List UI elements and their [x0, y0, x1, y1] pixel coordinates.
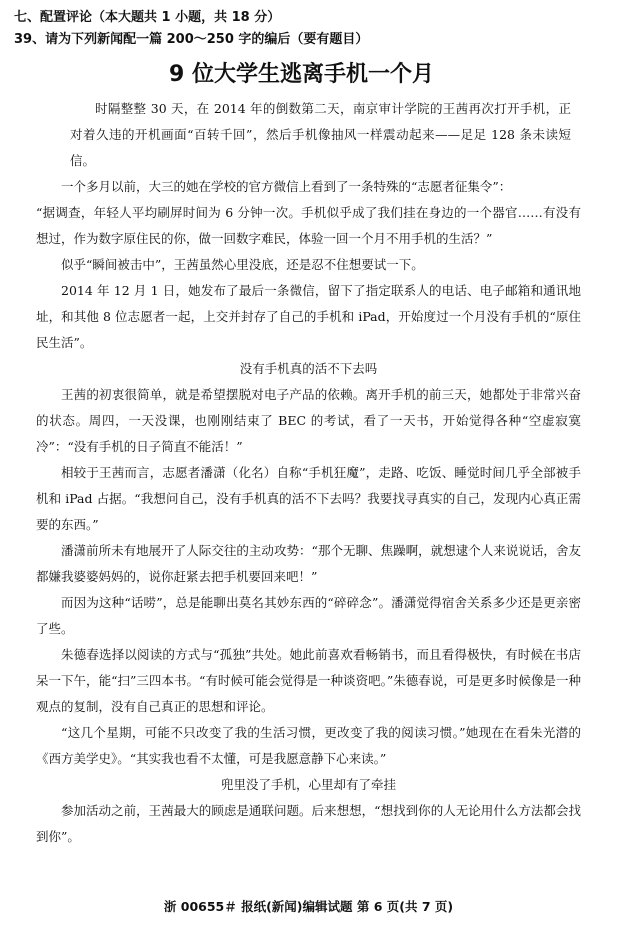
article-title: 9 位大学生逃离手机一个月: [169, 62, 434, 87]
section-heading: 七、配置评论（本大题共 1 小题，共 18 分）: [14, 10, 281, 25]
article-paragraph: 相较于王茜而言，志愿者潘潇（化名）自称“手机狂魔”，走路、吃饭、睡觉时间几乎全部被手机和 iPad 占据。“我想问自己，没有手机真的活不下去吗？我要找寻真实的自己，发现内心真正需要的东西。”: [36, 465, 581, 532]
article-paragraph: 时隔整整 30 天，在 2014 年的倒数第二天，南京审计学院的王茜再次打开手机，正对着久违的开机画面“百转千回”，然后手机像抽风一样震动起来——足足 128 条未读短信。: [70, 101, 571, 168]
article-paragraph: 潘潇前所未有地展开了人际交往的主动攻势：“那个无聊、焦躁啊，就想逮个人来说说话，舍友都嫌我婆婆妈妈的，说你赶紧去把手机要回来吧！”: [36, 543, 581, 584]
article-paragraph: 朱德春选择以阅读的方式与“孤独”共处。她此前喜欢看畅销书，而且看得极快，有时候在书店呆一下午，能“扫”三四本书。“有时候可能会觉得是一种谈资吧。”朱德春说，可是更多时候像是一种观点的复制，没有自己真正的思想和评论。: [36, 647, 581, 714]
page-footer: 浙 00655＃ 报纸(新闻)编辑试题 第 6 页(共 7 页): [163, 899, 454, 914]
article-paragraph: 似乎“瞬间被击中”，王茜虽然心里没底，还是忍不住想要试一下。: [61, 257, 424, 272]
article-paragraph: 参加活动之前，王茜最大的顾虑是通联问题。后来想想，“想找到你的人无论用什么方法都会找到你”。: [36, 803, 581, 844]
article-paragraph: “这几个星期，可能不只改变了我的生活习惯，更改变了我的阅读习惯。”她现在在看朱光潜的《西方美学史》。“其实我也看不太懂，可是我愿意静下心来读。”: [36, 725, 581, 766]
article-paragraph: “据调查，年轻人平均刷屏时间为 6 分钟一次。手机似乎成了我们挂在身边的一个器官……有没有想过，作为数字原住民的你，做一回数字难民，体验一回一个月不用手机的生活？”: [36, 205, 581, 246]
article-subheading: 没有手机真的活不下去吗: [239, 361, 378, 376]
article-paragraph: 而因为这种“话唠”，总是能聊出莫名其妙东西的“碎碎念”。潘潇觉得宿舍关系多少还是更亲密了些。: [36, 595, 581, 636]
article-paragraph: 2014 年 12 月 1 日，她发布了最后一条微信，留下了指定联系人的电话、电子邮箱和通讯地址，和其他 8 位志愿者一起，上交并封存了自己的手机和 iPad，开始度过一个月没有手机的“原住民生活”。: [36, 283, 581, 350]
article-subheading: 兜里没了手机，心里却有了牵挂: [220, 777, 396, 792]
article-paragraph: 王茜的初衷很简单，就是希望摆脱对电子产品的依赖。离开手机的前三天，她都处于非常兴奋的状态。周四，一天没课，也刚刚结束了 BEC 的考试，看了一天书，开始觉得各种“空虚寂寞冷”：“没有手机的日子简直不能活！”: [36, 387, 581, 454]
article-paragraph: 一个多月以前，大三的她在学校的官方微信上看到了一条特殊的“志愿者征集令”：: [61, 179, 512, 194]
article-body: [14, 96, 581, 850]
question-prompt: 39、请为下列新闻配一篇 200～250 字的编后（要有题目）: [14, 32, 369, 47]
